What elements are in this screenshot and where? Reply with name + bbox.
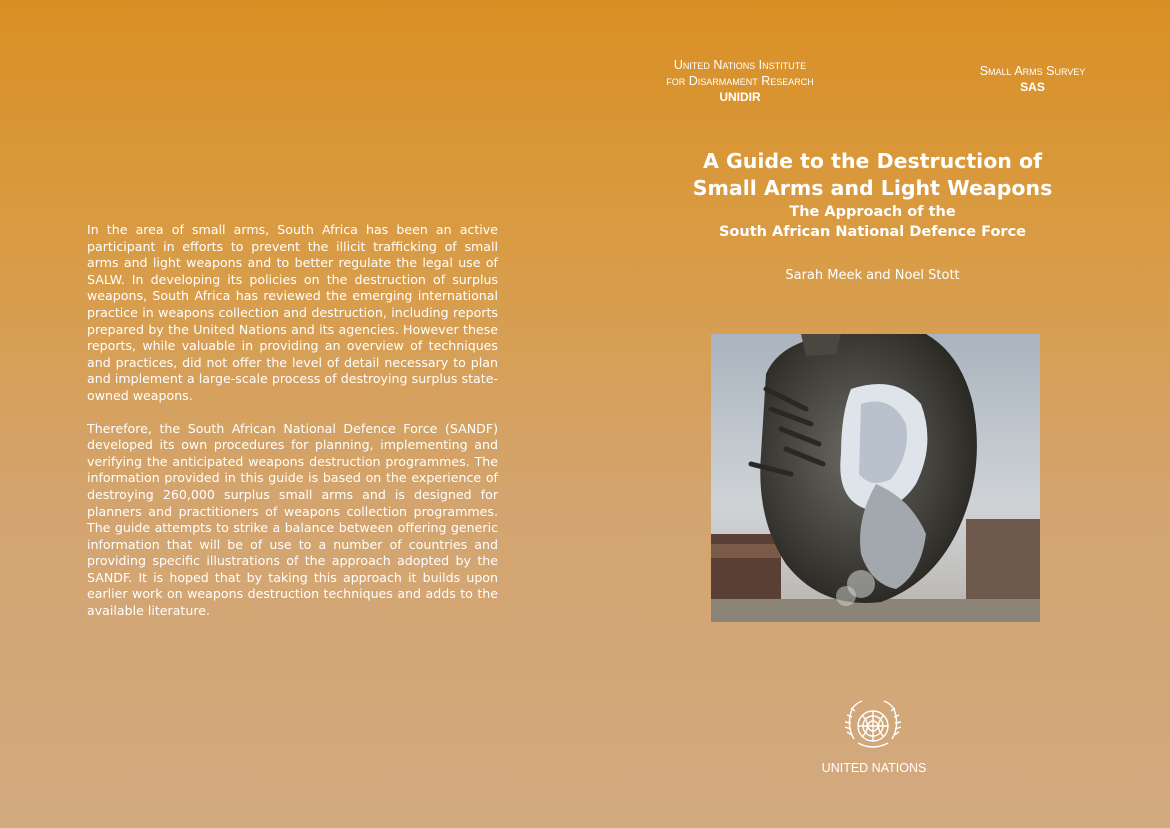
- unidir-name-line-1: United Nations Institute: [673, 58, 807, 72]
- back-cover-text: [87, 222, 498, 636]
- unidir-publisher: [640, 57, 840, 105]
- sas-acronym: SAS: [1020, 80, 1045, 94]
- sas-publisher: [950, 63, 1115, 95]
- back-cover-paragraph-1: In the area of small arms, South Africa has been an active participant in efforts to prevent the illicit trafficking of small arms and light weapons and to better regulate the legal use of SALW. In developing its policies on the destruction of surplus weapons, South Africa has reviewed the emerging international practice in weapons collection and destruction, including reports prepared by the United Nations and its agencies. However these reports, while valuable in providing an overview of techniques and practices, did not offer the level of detail necessary to plan and implement a large-scale process of destroying surplus state-owned weapons.: [87, 222, 498, 403]
- title-line-2: Small Arms and Light Weapons: [692, 176, 1053, 200]
- authors: Sarah Meek and Noel Stott: [785, 268, 960, 283]
- book-title: [660, 148, 1085, 242]
- unidir-name-line-2: for Disarmament Research: [666, 74, 814, 88]
- sas-name: Small Arms Survey: [979, 64, 1086, 78]
- cover-photo: [711, 334, 1040, 622]
- subtitle-line-2: South African National Defence Force: [718, 224, 1026, 240]
- back-cover-paragraph-2: Therefore, the South African National Defence Force (SANDF) developed its own procedures for planning, implementing and verifying the anticipated weapons destruction programmes. The information provided in this guide is based on the experience of destroying 260,000 surplus small arms and is designed for planners and practitioners of weapons collection programmes. The guide attempts to strike a balance between offering generic information that will be of use to a number of countries and providing specific illustrations of the approach adopted by the SANDF. It is hoped that by taking this approach it builds upon earlier work on weapons destruction techniques and adds to the available literature.: [87, 420, 498, 619]
- unidir-acronym: UNIDIR: [719, 90, 761, 104]
- united-nations-label: UNITED NATIONS: [821, 761, 927, 775]
- title-line-1: A Guide to the Destruction of: [702, 149, 1043, 173]
- un-emblem-icon: [842, 699, 904, 754]
- subtitle-line-1: The Approach of the: [789, 204, 956, 220]
